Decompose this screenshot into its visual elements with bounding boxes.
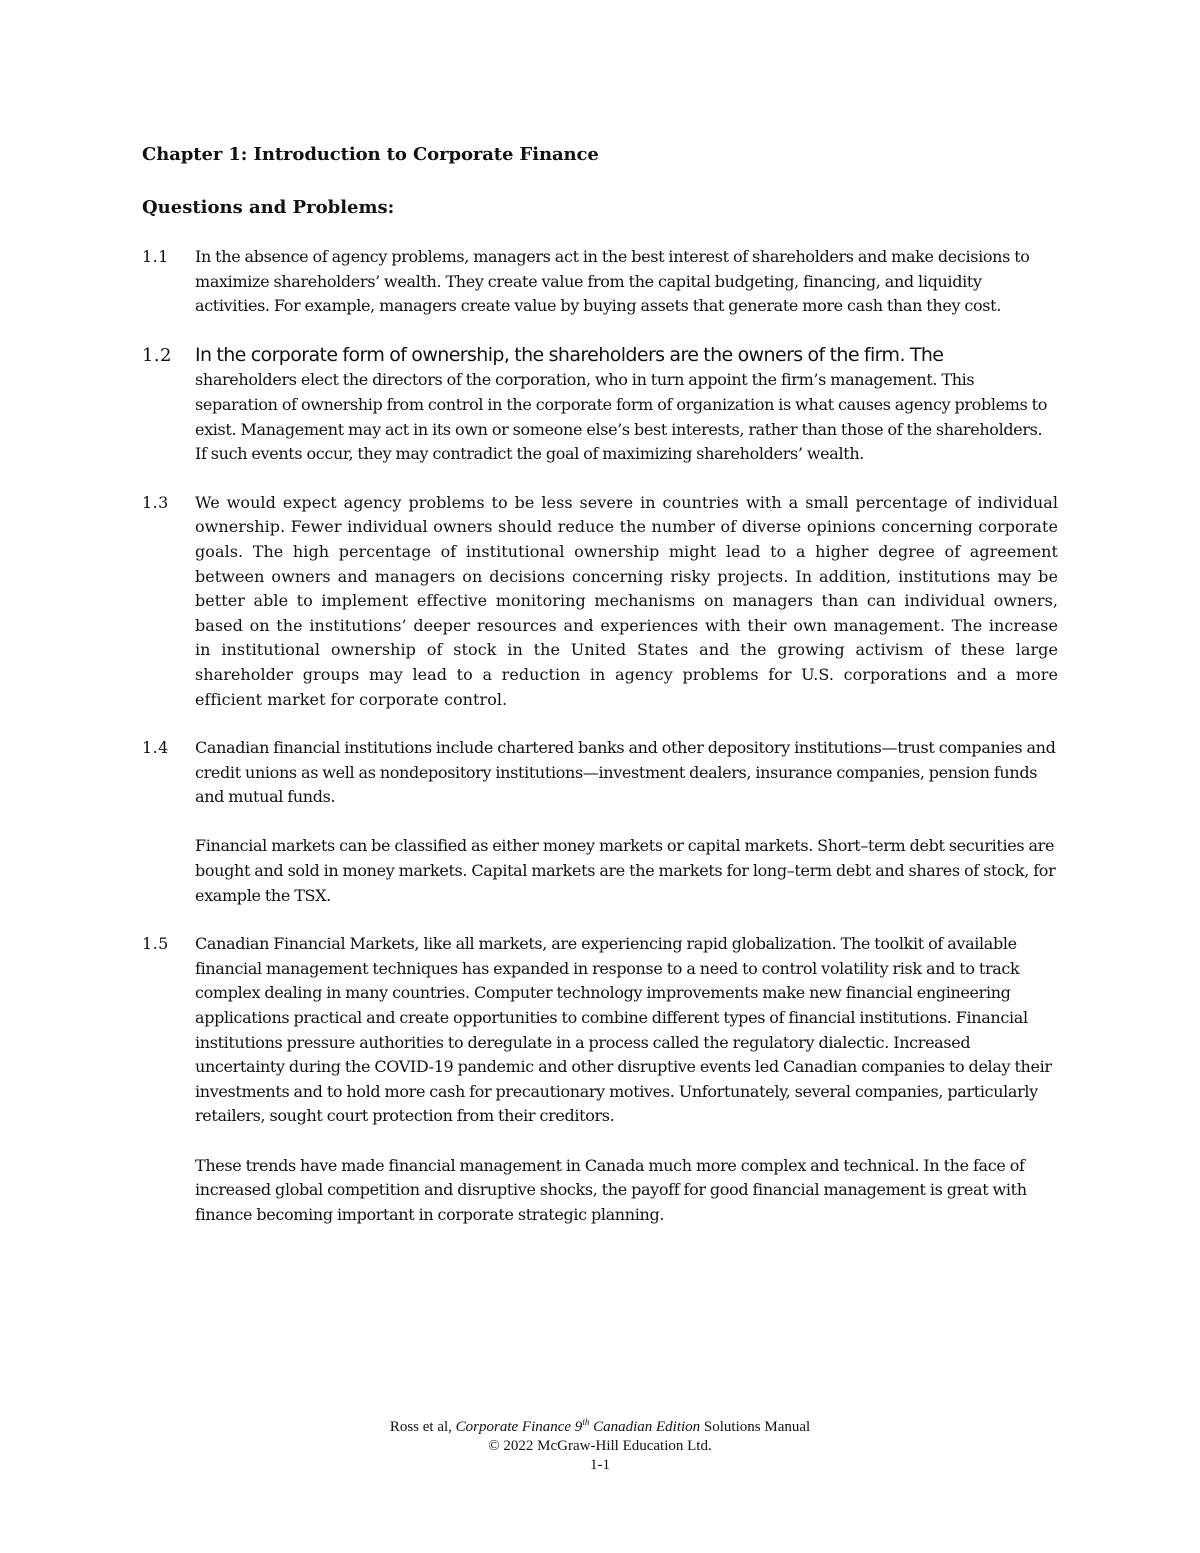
footer-citation — [0, 1418, 1200, 1437]
question-number: 1.1 — [142, 247, 169, 266]
answer-paragraph: Canadian Financial Markets, like all markets, are experiencing rapid globalization. The toolkit of available financial management techniques has expanded in response to a need to control volatility risk and to track complex dealing in many countries. Computer technology improvements make new financial engineering applications practical and create opportunities to combine different types of financial institutions. Financial institutions pressure authorities to deregulate in a process called the regulatory dialectic. Increased uncertainty during the COVID-19 pandemic and other disruptive events led Canadian companies to delay their investments and to hold more cash for precautionary motives. Unfortunately, several companies, particularly retailers, sought court protection from their creditors. — [195, 934, 1052, 1126]
question-number: 1.4 — [142, 738, 169, 758]
answer-body-text: shareholders elect the directors of the corporation, who in turn appoint the firm’s management. This separation of ownership from control in the corporate form of organization is what causes agency problems to exist. Management may act in its own or someone else’s best interests, rather than those of the shareholders. If such events occur, they may contradict the goal of maximizing shareholders’ wealth. — [195, 370, 1048, 464]
answer-lead-text: In the corporate form of ownership, the shareholders are the owners of the firm. The — [195, 343, 944, 366]
question-item — [142, 491, 1058, 712]
footer-edition: Canadian Edition — [589, 1419, 701, 1435]
footer-authors: Ross et al, — [389, 1419, 456, 1435]
question-item — [142, 343, 1058, 467]
answer-paragraph: We would expect agency problems to be less severe in countries with a small percentage of individual ownership. Fewer individual owners should reduce the number of diverse opinions concerning corporate goals. The high percentage of institutional ownership might lead to a higher degree of agreement between owners and managers on decisions concerning risky projects. In addition, institutions may be better able to implement effective monitoring mechanisms on managers than can individual owners, based on the institutions’ deeper resources and experiences with their own management. The increase in institutional ownership of stock in the United States and the growing activism of these large shareholder groups may lead to a reduction in agency problems for U.S. corporations and a more efficient market for corporate control. — [195, 492, 1058, 709]
footer-suffix: Solutions Manual — [700, 1419, 811, 1435]
section-heading: Questions and Problems: — [142, 197, 395, 218]
answer-paragraph: Financial markets can be classified as either money markets or capital markets. Short–term debt securities are bought and sold in money markets. Capital markets are the markets for long–term debt and shares of stock, for example the TSX. — [195, 836, 1056, 905]
question-number: 1.3 — [142, 492, 169, 512]
question-number: 1.5 — [142, 934, 169, 954]
answer-paragraph — [195, 343, 1058, 467]
footer-copyright: © 2022 McGraw-Hill Education Ltd. — [488, 1438, 712, 1454]
page-content — [142, 142, 1058, 1251]
page-number: 1-1 — [590, 1457, 610, 1473]
question-item — [142, 736, 1058, 908]
page-footer — [0, 1418, 1200, 1475]
question-item — [142, 932, 1058, 1227]
answer-paragraph: These trends have made financial management in Canada much more complex and technical. In the face of increased global competition and disruptive shocks, the payoff for good financial management is great with finance becoming important in corporate strategic planning. — [195, 1155, 1027, 1224]
answer-paragraph: In the absence of agency problems, managers act in the best interest of shareholders and make decisions to maximize shareholders’ wealth. They create value from the capital budgeting, financing, and liquidity activities. For example, managers create value by buying assets that generate more cash than they cost. — [195, 247, 1030, 316]
chapter-title: Chapter 1: Introduction to Corporate Finance — [142, 144, 599, 165]
footer-book-title: Corporate Finance 9 — [455, 1419, 583, 1435]
answer-paragraph: Canadian financial institutions include chartered banks and other depository institutions—trust companies and credit unions as well as nondepository institutions—investment dealers, insurance companies, pension funds and mutual funds. — [195, 738, 1056, 807]
questions-list — [142, 245, 1058, 1227]
question-number: 1.2 — [142, 344, 172, 366]
footer-edition-superscript: th — [582, 1417, 590, 1427]
question-item — [142, 245, 1058, 319]
